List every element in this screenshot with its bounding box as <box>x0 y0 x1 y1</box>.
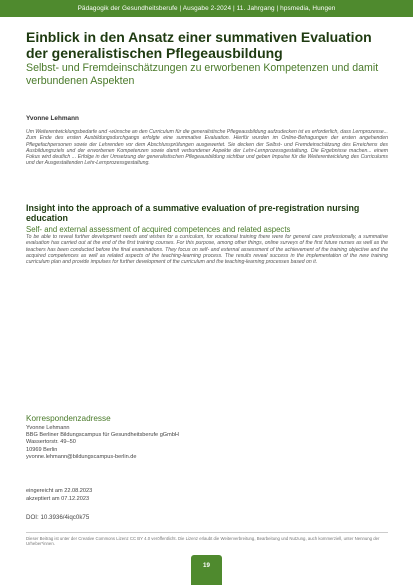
correspondence-block <box>26 414 388 461</box>
correspondence-street: Wassertorstr. 49–50 <box>26 439 76 446</box>
abstract-german: Um Weiterentwicklungsbedarfe und -wünsche an den Curriculum für die generalistische Pflegeausbildung aufzudecken ist es erforderlich, dass Lernprozesse... Zum Ende des ersten Ausbildungsdurchgangs erfolgte eine summative Evaluation. Hierfür wurden im Online-Befragungen der ersten angehenden Pflegefachpersonen sowie der Lehrenden vor dem Abschlussprüfungen ausgewertet. Sie decken der Selbst- und Fremdeinschätzung des Erreichens des Ausbildungsziels und der erworbenen Kompetenzen sowie damit verbundener Aspekte der Lehr-Lernprozessgestaltung. Die Ergebnisse machen... einem Fokus wird deutlich ... Erfolge in der Umsetzung der generalistischen Pflegeausbildung sichtbar und geben Impulse für die Weiterentwicklung des Curriculums und der Ausgestaltenden Lehr-Lernprozessgestaltung. <box>26 129 388 167</box>
article-title-de: Einblick in den Ansatz einer summativen Evaluation der generalistischen Pflegeausbildung <box>26 29 372 61</box>
correspondence-name: Yvonne Lehmann <box>26 425 70 431</box>
correspondence-city: 10969 Berlin <box>26 446 58 453</box>
article-subtitle-en: Self- and external assessment of acquired competences and related aspects <box>26 225 291 234</box>
article-subtitle-de: Selbst- und Fremdeinschätzungen zu erworbenen Kompetenzen und damit verbundenen Aspekten <box>26 62 379 87</box>
author-name: Yvonne Lehmann <box>26 115 79 122</box>
page-number-tab <box>191 555 222 585</box>
page-number: 19 <box>203 562 210 569</box>
article-title-en: Insight into the approach of a summative evaluation of pre-registration nursing education <box>26 203 360 224</box>
submitted-date: eingereicht am 22.08.2023 <box>26 488 93 494</box>
abstract-english: To be able to reveal further development needs and wishes for a curriculum, for vocational training there were for general care professionally, a summative evaluation has carried out at the end of the first training courses. For this purpose, among other things, online surveys of the first future nurses as well as the teachers has been conducted before the final examinations. They focus on self- and external assessment of the achievement of the training objective and the acquired competences as well as related aspects of the teaching-learning process. The results reveal success in the implementation of the new training curriculum plan and provide impulses for further development of the curriculum and the teaching-learning processes based on it. <box>26 234 388 265</box>
dates-block <box>26 487 388 503</box>
journal-info: Pädagogik der Gesundheitsberufe | Ausgabe 2-2024 | 11. Jahrgang | hpsmedia, Hungen <box>77 5 336 12</box>
correspondence-heading: Korrespondenzadresse <box>26 414 111 423</box>
correspondence-organization: BBG Berliner Bildungscampus für Gesundheitsberufe gGmbH <box>26 432 179 439</box>
accepted-date: akzeptiert am 07.12.2023 <box>26 496 90 503</box>
journal-header-bar <box>0 0 413 17</box>
correspondence-email[interactable]: yvonne.lehmann@bildungscampus-berlin.de <box>26 453 137 460</box>
doi-text[interactable]: DOI: 10.3936/4iqc0k75 <box>26 514 90 521</box>
license-note: Dieser Beitrag ist unter der Creative Commons Lizenz CC BY 4.0 veröffentlicht. Die Lizenz erlaubt die Weiterverbreitung, Bearbeitung und Nutzung, auch kommerziell, unter Nennung der Urheber*innen. <box>26 532 388 547</box>
